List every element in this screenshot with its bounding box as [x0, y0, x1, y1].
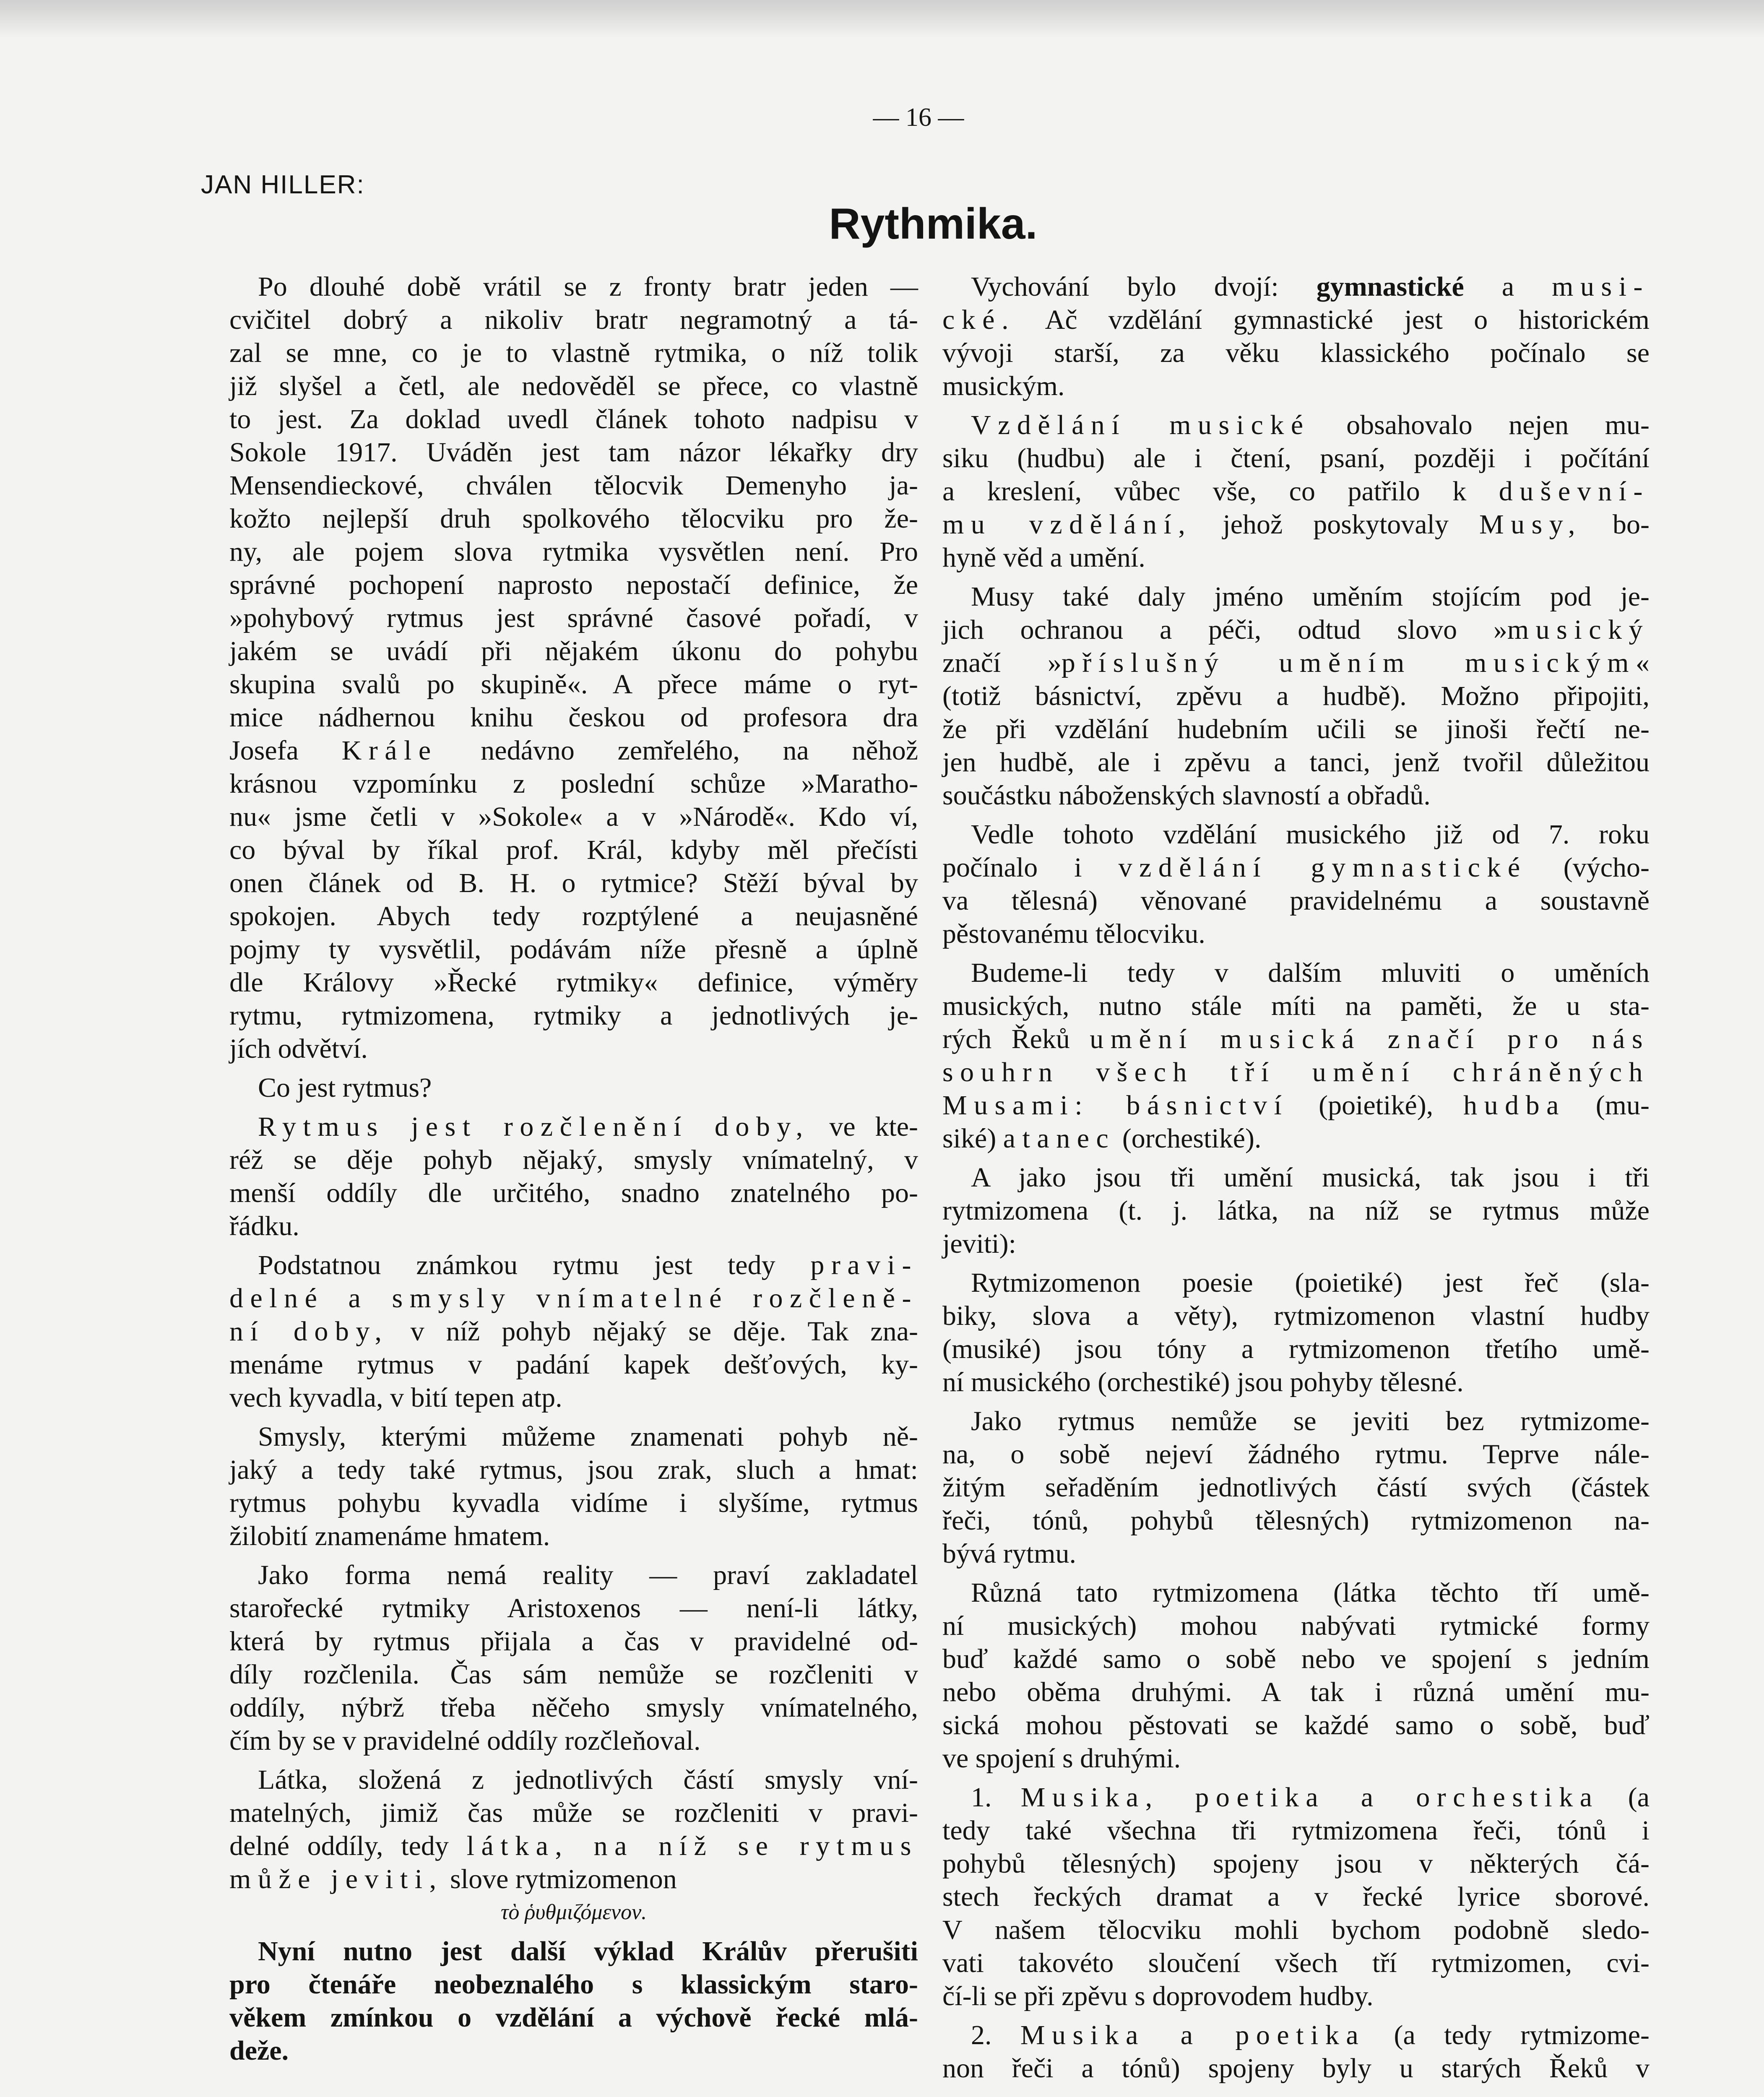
text-line: která by rytmus přijala a čas v pravidelné od- [229, 1626, 918, 1657]
spaced-emphasis: Musika a poetika [1020, 2020, 1366, 2050]
spaced-emphasis: látka, na níž se rytmus [466, 1831, 918, 1861]
text-line: mice nádhernou knihu českou od profesora dra [229, 702, 918, 733]
text-segment: « [1636, 648, 1650, 678]
spaced-emphasis: mu vzdělání, [942, 509, 1192, 540]
paragraph [942, 818, 1650, 950]
text-line: rytmu, rytmizomena, rytmiky a jednotlivých je- [229, 1000, 918, 1031]
paragraph [942, 1576, 1650, 1775]
author-name: JAN HILLER: [201, 170, 365, 199]
greek-term: τὸ ῥυθμιζόμενον. [500, 1900, 647, 1924]
text-line [942, 1056, 1650, 1089]
text-line: Vedle tohoto vzdělání musického již od 7. roku [971, 819, 1650, 850]
text-segment: a [1464, 271, 1552, 302]
text-segment: a kreslení, vůbec vše, co patřilo k [942, 476, 1499, 507]
text-line: krásnou vzpomínku z poslední schůze »Maratho- [229, 768, 918, 799]
text-line: pohybů tělesných) spojeny jsou v některých čá- [942, 1848, 1650, 1879]
text-line: vech kyvadla, v bití tepen atp. [229, 1382, 562, 1413]
text-line: non řeči a tónů) spojeny byly u starých Řeků v [942, 2053, 1650, 2084]
text-line: matelných, jimiž čas může se rozčleniti v pravi- [229, 1798, 918, 1828]
text-line: sická mohou pěstovati se každé samo o sobě, buď [942, 1710, 1650, 1741]
text-line: součástku náboženských slavností a obřadů. [942, 780, 1431, 811]
text-line: jen hudbě, ale i zpěvu a tanci, jenž tvořil důležitou [942, 747, 1650, 778]
text-line: kožto nejlepší druh spolkového tělocviku pro že- [229, 503, 918, 534]
text-line: menáme rytmus v padání kapek dešťových, ky- [229, 1349, 918, 1380]
text-line [229, 1110, 918, 1143]
text-line: pro čtenáře neobeznalého s klassickým staro- [229, 1969, 918, 2000]
page-number: — 16 — [873, 103, 964, 132]
text-line: spokojen. Abych tedy rozptýlené a neujasněné [229, 901, 918, 931]
text-line: vývoji starší, za věku klassického počínalo se [942, 338, 1650, 368]
text-segment: jich ochranou a péči, odtud slovo » [942, 614, 1507, 645]
text-line [942, 1022, 1650, 1056]
paragraph [229, 1935, 918, 2067]
spaced-emphasis: Musami: básnictví [942, 1090, 1289, 1121]
text-line: ní musických) mohou nabývati rytmické formy [942, 1610, 1650, 1641]
text-line: siku (hudbu) ale i čtení, psaní, později i počítání [942, 443, 1650, 474]
text-line: réž se děje pohyb nějaký, smysly vnímatelný, v [229, 1145, 918, 1175]
text-line [942, 508, 1650, 541]
text-line: dle Královy »Řecké rytmiky« definice, výměry [229, 967, 918, 998]
text-line [942, 646, 1650, 679]
paragraph [229, 1420, 918, 1553]
bold-emphasis: gymnastické [1316, 271, 1464, 302]
paragraph [229, 270, 918, 1065]
text-line [942, 851, 1650, 884]
text-line: vati takovéto sloučení všech tří rytmizomen, cvi- [942, 1948, 1650, 1978]
spaced-emphasis: hudba [1463, 1090, 1566, 1121]
text-segment: ve kte- [809, 1111, 918, 1142]
paragraph [229, 1558, 918, 1757]
text-line: pojmy ty vysvětlil, podávám níže přesně a úplně [229, 934, 918, 965]
text-line: díly rozčlenila. Čas sám nemůže se rozčleniti v [229, 1659, 918, 1690]
spaced-emphasis: souhrn všech tří umění chráněných [942, 1057, 1650, 1088]
text-line: zal se mne, co je to vlastně rytmika, o níž tolik [229, 338, 918, 368]
spaced-emphasis: musi- [1552, 271, 1650, 302]
text-segment: rých Řeků [942, 1024, 1090, 1054]
text-line: (totiž básnictví, zpěvu a hudbě). Možno připojiti, [942, 681, 1650, 711]
left-column [229, 270, 918, 2073]
spaced-emphasis: ní doby, [229, 1316, 389, 1347]
text-line: deže. [229, 2035, 289, 2066]
text-segment: počínalo i [942, 852, 1119, 883]
text-line [942, 303, 1650, 336]
paragraph [942, 1266, 1650, 1399]
text-segment: v níž pohyb nějaký se děje. Tak zna- [388, 1316, 918, 1347]
text-line: stech řeckých dramat a v řecké lyrice sborové. [942, 1881, 1650, 1912]
spaced-emphasis: Rytmus jest rozčlenění doby, [258, 1111, 810, 1142]
text-segment: Josefa [229, 735, 342, 766]
text-line: skupina svalů po skupině«. A přece máme o ryt- [229, 669, 918, 700]
text-segment: obsahovalo nejen mu- [1310, 410, 1650, 440]
text-line: Mensendieckové, chválen tělocvik Demenyho ja- [229, 470, 918, 501]
text-segment: (mu- [1565, 1090, 1650, 1121]
paragraph [942, 1781, 1650, 2013]
text-line: starořecké rytmiky Aristoxenos — není-li látky, [229, 1593, 918, 1623]
spaced-emphasis: Krále [341, 735, 438, 766]
paragraph [942, 580, 1650, 812]
text-line: čím by se v pravidelné oddíly rozčleňoval. [229, 1725, 701, 1756]
text-line: jeviti): [942, 1228, 1016, 1259]
spaced-emphasis: tanec [1022, 1123, 1116, 1154]
text-segment: (a tedy rytmizome- [1365, 2020, 1650, 2050]
text-line: žilobití znamenáme hmatem. [229, 1521, 550, 1551]
text-line: rytmus pohybu kyvadla vidíme i slyšíme, rytmus [229, 1488, 918, 1518]
text-line: buď každé samo o sobě nebo ve spojení s jedním [942, 1644, 1650, 1674]
text-line: menší oddíly dle určitého, snadno znatelného po- [229, 1178, 918, 1208]
text-line: onen článek od B. H. o rytmice? Stěží býval by [229, 868, 918, 898]
text-line: cvičitel dobrý a nikoliv bratr negramotný a tá- [229, 304, 918, 335]
text-line [229, 1863, 918, 1896]
text-line: hyně věd a umění. [942, 542, 1145, 573]
spaced-emphasis: Musika, poetika a orchestika [1020, 1782, 1599, 1813]
spaced-emphasis: cké. [942, 304, 1016, 335]
text-line: věkem zmínkou o vzdělání a výchově řecké mlá- [229, 2002, 918, 2033]
text-segment: slove rytmizomenon [443, 1864, 677, 1894]
text-line [942, 613, 1650, 646]
paragraph [229, 1763, 918, 1929]
text-line: bývá rytmu. [942, 1538, 1076, 1569]
paragraph [942, 1161, 1650, 1260]
text-line [229, 1829, 918, 1863]
text-line: musickým. [942, 371, 1065, 401]
text-line: Látka, složená z jednotlivých částí smysly vní- [258, 1764, 918, 1795]
text-segment: (orchestiké). [1115, 1123, 1262, 1154]
text-line: ny, ale pojem slova rytmika vysvětlen není. Pro [229, 536, 918, 567]
text-line: jakém se uvádí při nějakém úkonu do pohybu [229, 636, 918, 666]
text-line: řeči, tónů, pohybů tělesných) rytmizomenon na- [942, 1505, 1650, 1536]
text-line: rytmizomena (t. j. látka, na níž se rytmus může [942, 1195, 1650, 1226]
text-segment: Ač vzdělání gymnastické jest o historickém [1015, 304, 1650, 335]
text-segment: značí » [942, 648, 1062, 678]
text-segment: Vychování bylo dvojí: [971, 271, 1316, 302]
spaced-emphasis: umění musická značí pro nás [1090, 1024, 1650, 1054]
text-segment: 2. [971, 2020, 1020, 2050]
text-line: že při vzdělání hudebním učili se jinoši řečtí ne- [942, 714, 1650, 744]
paragraph [942, 956, 1650, 1155]
text-line [942, 475, 1650, 508]
text-line: Co jest rytmus? [258, 1072, 432, 1103]
text-line: Jako rytmus nemůže se jeviti bez rytmizome- [971, 1406, 1650, 1436]
text-line: Po dlouhé době vrátil se z fronty bratr jeden — [258, 271, 918, 302]
text-line: co býval by říkal prof. Král, kdyby měl přečísti [229, 835, 918, 865]
spaced-emphasis: musický [1507, 614, 1650, 645]
text-line: va tělesná) věnované pravidelnému a soustavně [942, 885, 1650, 916]
text-line: biky, slova a věty), rytmizomenon vlastní hudby [942, 1301, 1650, 1331]
text-line: Rytmizomenon poesie (poietiké) jest řeč (sla- [971, 1267, 1650, 1298]
article-title: Rythmika. [829, 200, 1038, 248]
text-line: jích odvětví. [229, 1033, 368, 1064]
text-line: ve spojení s druhými. [942, 1743, 1181, 1774]
paragraph [942, 408, 1650, 574]
text-segment: siké) a [942, 1123, 1022, 1154]
text-line: oddíly, nýbrž třeba něčeho smysly vnímatelného, [229, 1692, 918, 1723]
text-line: »pohybový rytmus jest správné časové pořadí, v [229, 603, 918, 633]
spaced-emphasis: Musy, [1479, 509, 1582, 540]
text-line [229, 1315, 918, 1348]
text-line: na, o sobě nejeví žádného rytmu. Teprve nále- [942, 1439, 1650, 1470]
text-segment: nedávno zemřelého, na něhož [437, 735, 918, 766]
text-line [942, 1122, 1650, 1155]
text-segment: Podstatnou známkou rytmu jest tedy [258, 1250, 811, 1280]
text-line: tedy také všechna tři rytmizomena řeči, tónů i [942, 1815, 1650, 1846]
text-line: čí-li se při zpěvu s doprovodem hudby. [942, 1981, 1374, 2011]
text-line [229, 1282, 918, 1315]
text-line [229, 1249, 918, 1282]
text-line: již slyšel a četl, ale nedověděl se přece, co vlastně [229, 371, 918, 401]
text-segment: 1. [971, 1782, 1021, 1813]
spaced-emphasis: může jeviti, [229, 1864, 443, 1894]
text-line: Musy také daly jméno uměním stojícím pod je- [971, 581, 1650, 612]
text-segment: bo- [1582, 509, 1650, 540]
text-segment: jehož poskytovaly [1192, 509, 1479, 540]
text-segment: (a [1599, 1782, 1650, 1813]
text-line: řádku. [229, 1211, 299, 1241]
right-column [942, 270, 1650, 2091]
text-line [942, 2019, 1650, 2052]
spaced-emphasis: delné a smysly vnímatelné rozčleně- [229, 1283, 918, 1314]
paragraph [942, 1405, 1650, 1570]
text-line: Sokole 1917. Uváděn jest tam názor lékařky dry [229, 437, 918, 468]
text-line: V našem tělocviku mohli bychom podobně sledo- [942, 1915, 1650, 1945]
text-segment: (poietiké), [1288, 1090, 1464, 1121]
text-line: nebo oběma druhými. A tak i různá umění mu- [942, 1677, 1650, 1707]
text-line [942, 1781, 1650, 1814]
text-segment: delné oddíly, tedy [229, 1831, 467, 1861]
text-line: Smysly, kterými můžeme znamenati pohyb ně- [258, 1421, 918, 1452]
text-line: nu« jsme četli v »Sokole« a v »Národě«. Kdo ví, [229, 801, 918, 832]
text-line: (musiké) jsou tóny a rytmizomenon třetího umě- [942, 1334, 1650, 1364]
spaced-emphasis: duševní- [1499, 476, 1650, 507]
text-line: Budeme-li tedy v dalším mluviti o uměních [971, 957, 1650, 988]
text-line: to jest. Za doklad uvedl článek tohoto nadpisu v [229, 404, 918, 434]
spaced-emphasis: pravi- [810, 1250, 918, 1280]
text-line: A jako jsou tři umění musická, tak jsou i tři [971, 1162, 1650, 1193]
text-line: ní musického (orchestiké) jsou pohyby tělesné. [942, 1367, 1464, 1397]
text-line [942, 270, 1650, 303]
text-line: Jako forma nemá reality — praví zakladatel [258, 1560, 918, 1590]
spaced-emphasis: Vzdělání musické [971, 410, 1310, 440]
paragraph [942, 270, 1650, 403]
text-segment: (výcho- [1527, 852, 1650, 883]
text-line: Různá tato rytmizomena (látka těchto tří umě- [971, 1577, 1650, 1608]
text-line [942, 1089, 1650, 1122]
text-line: Nyní nutno jest další výklad Králův přerušiti [258, 1936, 918, 1967]
paragraph [229, 1110, 918, 1243]
text-line [229, 734, 918, 767]
text-line: pěstovanému tělocviku. [942, 918, 1205, 949]
spaced-emphasis: příslušný uměním musickým [1061, 648, 1636, 678]
text-line: jaký a tedy také rytmus, jsou zrak, sluch a hmat: [229, 1454, 918, 1485]
paragraph [942, 2019, 1650, 2085]
paragraph [229, 1249, 918, 1414]
spaced-emphasis: vzdělání gymnastické [1118, 852, 1527, 883]
paragraph [229, 1071, 918, 1104]
text-line: žitým seřaděním jednotlivých částí svých (částek [942, 1472, 1650, 1503]
text-line [942, 408, 1650, 442]
text-line: správné pochopení naprosto nepostačí definice, že [229, 570, 918, 600]
text-line: musických, nutno stále míti na paměti, že u sta- [942, 991, 1650, 1021]
